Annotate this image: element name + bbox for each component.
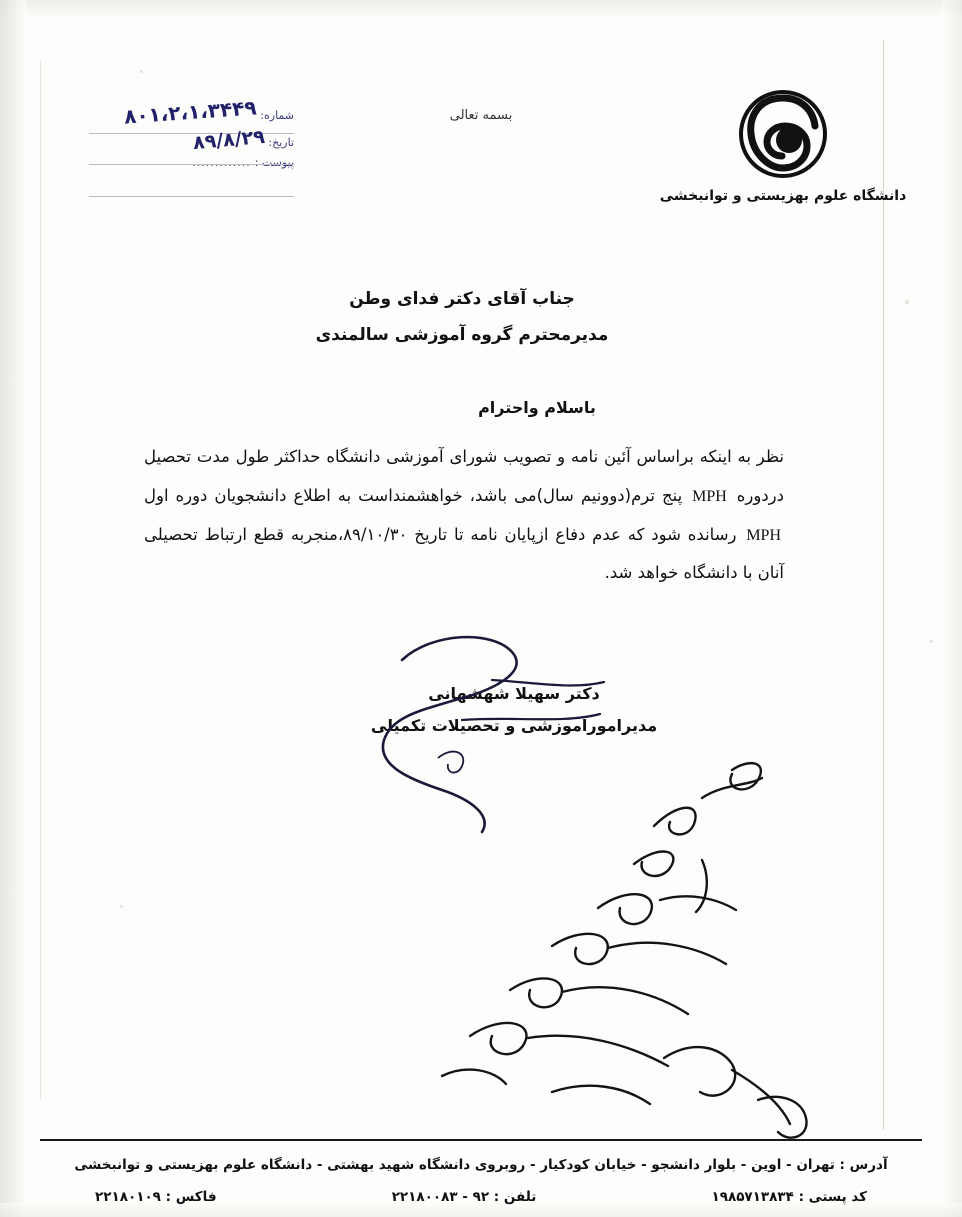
footer-contacts: [95, 1189, 867, 1205]
basmala-text: بسمه تعالی: [449, 108, 513, 123]
scan-edge-right: [942, 0, 962, 1217]
signature-block: [304, 678, 724, 742]
body-latin-term: MPH: [746, 526, 781, 544]
registration-number-value: ۸۰۱،۲،۱،۳۴۴۹: [122, 95, 257, 129]
university-emblem-icon: [737, 88, 829, 180]
body-text-segment: پنج ترم(دوونیم سال)می باشد، خواهشمنداست به اطلاع دانشجویان دوره اول: [144, 485, 690, 505]
letter-body: [144, 438, 784, 593]
page-crease-line-secondary: [40, 60, 41, 1100]
registration-number-label: شماره:: [260, 109, 294, 122]
registration-rule: [89, 196, 294, 197]
addressee-block: [82, 282, 842, 354]
scan-edge-left: [0, 0, 26, 1217]
letterhead-logo: [648, 88, 918, 204]
registration-attachment-label: پیوست :: [254, 156, 294, 169]
scan-speck: [905, 300, 909, 304]
body-text-segment: نظر به اینکه براساس آئین نامه و تصویب شورای آموزشی دانشگاه حداکثر طول مدت تحصیل دردوره: [144, 447, 784, 505]
scan-speck: [120, 905, 123, 908]
registration-date-label: تاریخ:: [268, 136, 294, 149]
footer-postal-code: کد پستی : ۱۹۸۵۷۱۳۸۳۴: [711, 1189, 867, 1205]
registration-attachment-row: [79, 156, 294, 169]
salutation-text: باسلام واحترام: [478, 398, 596, 417]
footer-fax: فاکس : ۲۲۱۸۰۱۰۹: [95, 1189, 217, 1205]
signatory-title: مدیرامورآموزشی و تحصیلات تکمیلی: [370, 716, 658, 735]
addressee-line-2: مدیرمحترم گروه آموزشی سالمندی: [315, 325, 609, 345]
addressee-line-1: جناب آقای دکتر فدای وطن: [349, 289, 575, 309]
footer-address: آدرس : تهران - اوین - بلوار دانشجو - خیابان کودکیار - روبروی دانشگاه شهید بهشتی - دانشگاه علوم بهزیستی و توانبخشی: [74, 1157, 888, 1173]
body-text-segment: رسانده شود که عدم دفاع ازپایان نامه تا تاریخ ۸۹/۱۰/۳۰،منجربه قطع ارتباط تحصیلی آنان با دانشگاه خواهد شد.: [144, 524, 784, 583]
registration-date-value: ۸۹/۸/۲۹: [191, 125, 266, 155]
scan-edge-bottom: [0, 1203, 962, 1217]
organization-name: دانشگاه علوم بهزیستی و توانبخشی: [659, 188, 907, 204]
scan-edge-top: [0, 0, 962, 18]
signatory-name: دکتر سهیلا شهشهانی: [428, 684, 600, 703]
footer-phone: تلفن : ۹۲ - ۲۲۱۸۰۰۸۳: [391, 1189, 537, 1205]
scan-speck: [930, 640, 933, 643]
scan-speck: [140, 70, 143, 73]
body-latin-term: MPH: [692, 487, 727, 505]
registration-rule: [89, 164, 294, 165]
footer-divider: [40, 1139, 922, 1141]
registration-attachment-value: .............: [192, 156, 251, 169]
handwritten-note-secondary: [402, 740, 832, 1164]
